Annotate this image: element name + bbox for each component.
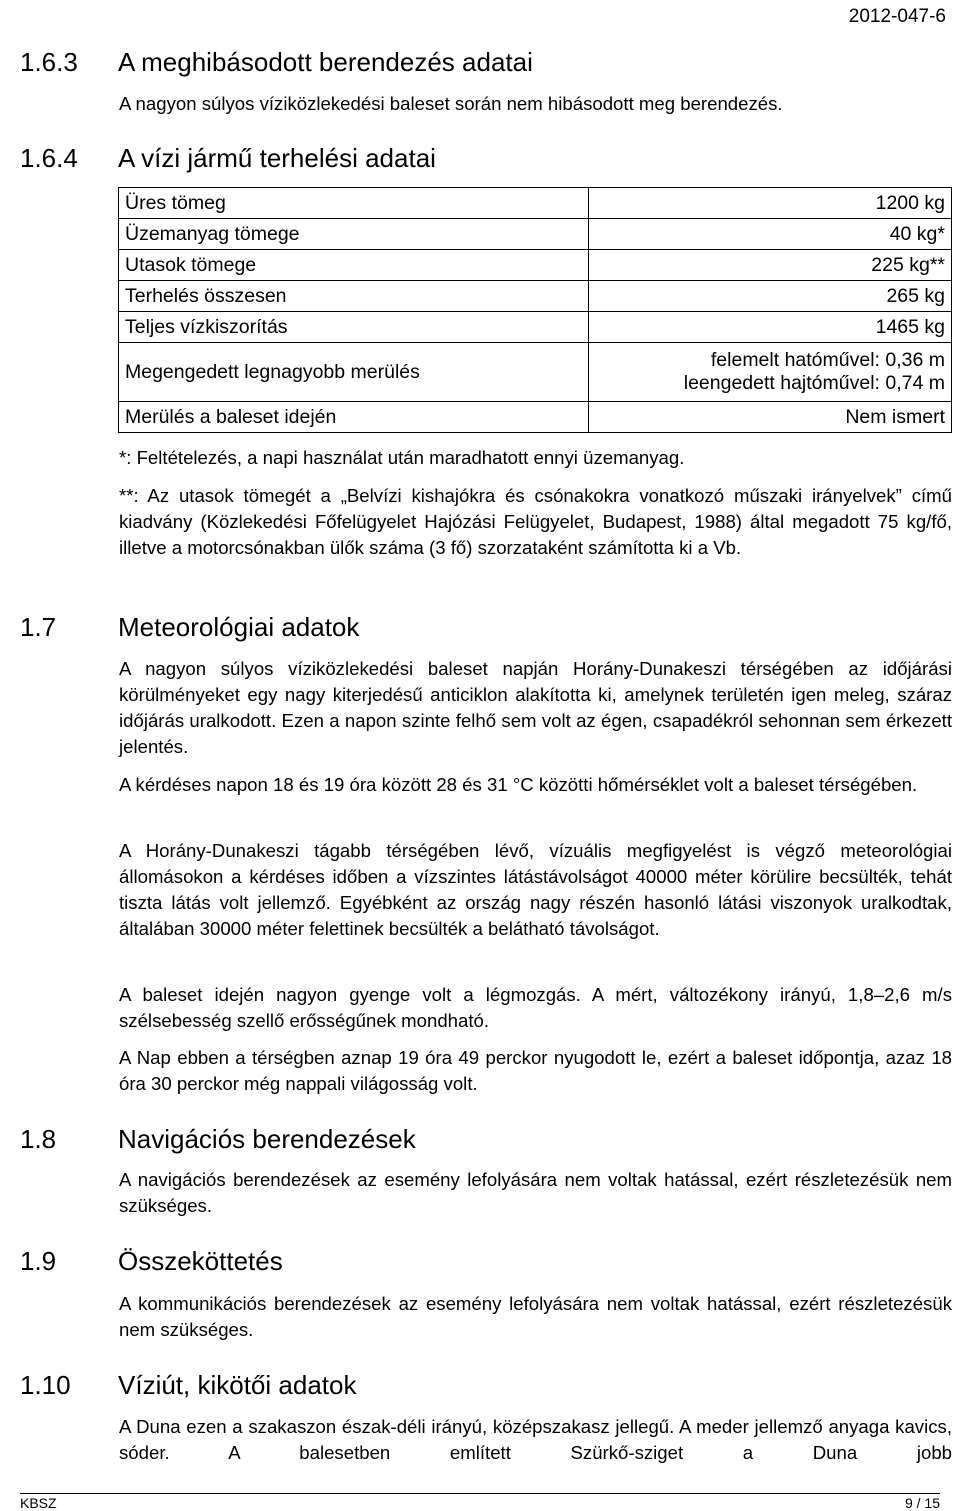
table-row xyxy=(119,281,952,312)
row-label: Utasok tömege xyxy=(119,250,589,281)
row-label: Üzemanyag tömege xyxy=(119,219,589,250)
table-row xyxy=(119,312,952,343)
row-value: 1465 kg xyxy=(589,312,952,343)
paragraph: A kommunikációs berendezések az esemény lefolyására nem voltak hatással, ezért részletezésük nem szükséges. xyxy=(119,1293,952,1340)
section-title: Navigációs berendezések xyxy=(118,1124,416,1154)
paragraph: A Duna ezen a szakaszon észak-déli irányú, középszakasz jellegű. A meder jellemző anyaga kavics, sóder. A balesetben említett Szürkő-sziget a Duna jobb xyxy=(119,1416,952,1463)
heading-1-6-4 xyxy=(20,143,436,174)
section-title: Összeköttetés xyxy=(118,1246,283,1276)
load-data-table xyxy=(118,187,952,433)
footnote-passengers: **: Az utasok tömegét a „Belvízi kishajókra és csónakokra vonatkozó műszaki irányelvek” című kiadvány (Közlekedési Főfelügyelet Hajózási Felügyelet, Budapest, 1988) által megadott 75 kg/fő, illetve a motorcsónakban ülők száma (3 fő) szorzataként számította ki a Vb. xyxy=(119,485,952,558)
section-title: A meghibásodott berendezés adatai xyxy=(118,47,533,77)
row-label: Terhelés összesen xyxy=(119,281,589,312)
section-title: Meteorológiai adatok xyxy=(118,612,360,642)
row-value: 225 kg** xyxy=(589,250,952,281)
row-value: 40 kg* xyxy=(589,219,952,250)
paragraph: A navigációs berendezések az esemény lefolyására nem voltak hatással, ezért részletezésük nem szükséges. xyxy=(119,1169,952,1216)
row-label: Üres tömeg xyxy=(119,188,589,219)
row-label: Megengedett legnagyobb merülés xyxy=(119,343,589,402)
section-title: A vízi jármű terhelési adatai xyxy=(118,143,436,173)
section-number: 1.6.3 xyxy=(20,47,78,77)
table-row xyxy=(119,343,952,402)
footer-organization: KBSZ xyxy=(20,1495,57,1511)
section-number: 1.7 xyxy=(20,612,57,642)
paragraph: A kérdéses napon 18 és 19 óra között 28 és 31 °C közötti hőmérséklet volt a baleset térségében. xyxy=(119,774,918,795)
row-value-line: leengedett hajtóművel: 0,74 m xyxy=(683,372,945,394)
section-number: 1.6.4 xyxy=(20,143,78,173)
row-value: Nem ismert xyxy=(589,402,952,433)
table-row xyxy=(119,250,952,281)
row-value xyxy=(589,343,952,402)
heading-1-7 xyxy=(20,612,359,643)
heading-1-9 xyxy=(20,1246,283,1277)
section-number: 1.10 xyxy=(20,1370,71,1400)
page-footer xyxy=(20,1493,940,1511)
paragraph: A Nap ebben a térségben aznap 19 óra 49 perckor nyugodott le, ezért a baleset időpontja, azaz 18 óra 30 perckor még nappali világosság volt. xyxy=(119,1047,952,1094)
table-row xyxy=(119,402,952,433)
heading-1-10 xyxy=(20,1370,356,1401)
table-row xyxy=(119,188,952,219)
paragraph: A baleset idején nagyon gyenge volt a légmozgás. A mért, változékony irányú, 1,8–2,6 m/s szélsebesség szellő erősségűnek mondható. xyxy=(119,984,952,1031)
paragraph: A nagyon súlyos víziközlekedési baleset során nem hibásodott meg berendezés. xyxy=(119,93,783,114)
row-value: 1200 kg xyxy=(589,188,952,219)
table-row xyxy=(119,219,952,250)
paragraph: A Horány-Dunakeszi tágabb térségében lévő, vízuális megfigyelést is végző meteorológiai állomásokon a kérdéses időben a vízszintes látástávolságot 40000 méter körülire becsülték, tehát tiszta látás volt jellemző. Egyébként az ország nagy részén hasonló látási viszonyok uralkodtak, általában 30000 méter felettinek becsülték a belátható távolságot. xyxy=(119,840,952,939)
footnote-fuel: *: Feltételezés, a napi használat után maradhatott ennyi üzemanyag. xyxy=(119,447,685,468)
paragraph: A nagyon súlyos víziközlekedési baleset napján Horány-Dunakeszi térségében az időjárási körülményeket egy nagy kiterjedésű anticiklon alakította ki, amelynek területén igen meleg, száraz időjárás uralkodott. Ezen a napon szinte felhő sem volt az égen, csapadékról sehonnan sem érkezett jelentés. xyxy=(119,658,952,757)
page-number: 9 / 15 xyxy=(904,1495,940,1511)
row-value-line: felemelt hatóművel: 0,36 m xyxy=(710,349,945,371)
heading-1-8 xyxy=(20,1124,416,1155)
heading-1-6-3 xyxy=(20,47,533,78)
section-number: 1.9 xyxy=(20,1246,57,1276)
section-title: Víziút, kikötői adatok xyxy=(118,1370,357,1400)
row-value: 265 kg xyxy=(589,281,952,312)
row-label: Merülés a baleset idején xyxy=(119,402,589,433)
row-label: Teljes vízkiszorítás xyxy=(119,312,589,343)
document-id: 2012-047-6 xyxy=(848,6,946,27)
section-number: 1.8 xyxy=(20,1124,57,1154)
